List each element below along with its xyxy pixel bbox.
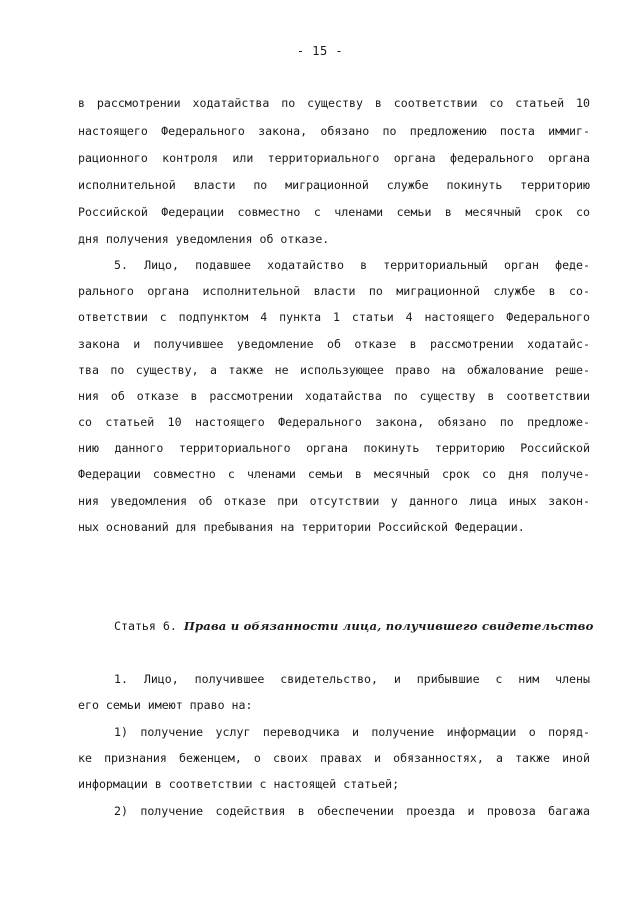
text-line: ответствии с подпунктом 4 пункта 1 статьи 4 настоящего Федерального: [78, 310, 590, 324]
text-line: 2) получение содействия в обеспечении проезда и провоза багажа: [114, 804, 590, 818]
text-line: Федерации совместно с членами семьи в месячный срок со дня получе-: [78, 467, 590, 481]
text-line: исполнительной власти по миграционной службе покинуть территорию: [78, 178, 590, 192]
article-title: Права и обязанности лица, получившего свидетельство: [183, 619, 594, 633]
text-line: 1) получение услуг переводчика и получение информации о поряд-: [114, 725, 590, 739]
text-line: рационного контроля или территориального органа федерального органа: [78, 151, 590, 165]
text-line: дня получения уведомления об отказе.: [78, 232, 330, 246]
page-number: - 15 -: [296, 44, 344, 58]
text-line: ния уведомления об отказе при отсутствии у данного лица иных закон-: [78, 494, 590, 508]
text-line: со статьей 10 настоящего Федерального закона, обязано по предложе-: [78, 415, 590, 429]
text-line: 1. Лицо, получившее свидетельство, и прибывшие с ним члены: [114, 672, 590, 686]
text-line: в рассмотрении ходатайства по существу в соответствии со статьей 10: [78, 96, 590, 110]
text-line: его семьи имеют право на:: [78, 698, 253, 712]
text-line: информации в соответствии с настоящей статьей;: [78, 777, 400, 791]
article-label: Статья 6.: [114, 619, 177, 633]
text-line: рального органа исполнительной власти по миграционной службе в со-: [78, 284, 590, 298]
text-line: закона и получившее уведомление об отказе в рассмотрении ходатайс-: [78, 337, 590, 351]
text-line: 5. Лицо, подавшее ходатайство в территориальный орган феде-: [114, 258, 590, 272]
text-line: настоящего Федерального закона, обязано по предложению поста иммиг-: [78, 124, 590, 138]
text-line: ке признания беженцем, о своих правах и обязанностях, а также иной: [78, 751, 590, 765]
article-heading: [114, 618, 594, 634]
text-line: тва по существу, а также не использующее право на обжалование реше-: [78, 363, 590, 377]
text-line: нию данного территориального органа покинуть территорию Российской: [78, 441, 590, 455]
text-line: ния об отказе в рассмотрении ходатайства по существу в соответствии: [78, 389, 590, 403]
text-line: Российской Федерации совместно с членами семьи в месячный срок со: [78, 205, 590, 219]
text-line: ных оснований для пребывания на территории Российской Федерации.: [78, 520, 525, 534]
